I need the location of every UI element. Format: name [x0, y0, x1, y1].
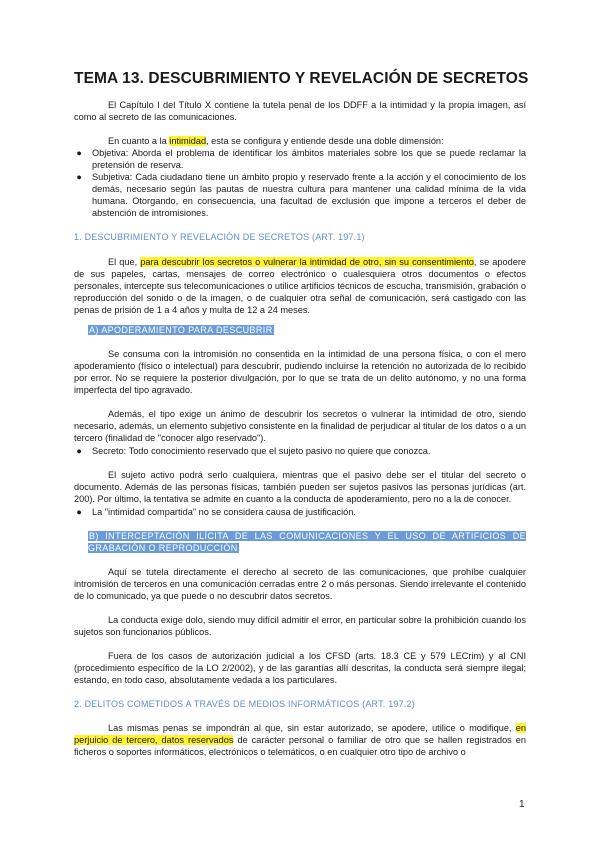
intro-paragraph: El Capítulo I del Título X contiene la tutela penal de los DDFF a la intimidad y la propia imagen, así como al secreto de las comunicaciones. — [74, 100, 526, 123]
page-title: TEMA 13. DESCUBRIMIENTO Y REVELACIÓN DE SECRETOS — [74, 70, 529, 87]
highlight-intimidad: intimidad — [169, 136, 207, 146]
dimension-paragraph: En cuanto a la intimidad, esta se configura y entiende desde una doble dimensión: — [108, 136, 444, 146]
art-197-1-paragraph: El que, para descubrir los secretos o vulnerar la intimidad de otro, sin su consentimiento, se apodere de sus papeles, cartas, mensajes de correo electrónico o cualesquiera otros documentos o efectos personales, intercepte sus telecomunicaciones o utilice artificios técnicos de escucha, transmisión, grabación o reproducción del sonido o de la imagen, o de cualquier otra señal de comunicación, será castigado con las penas de prisión de 1 a 4 años y multa de 12 a 24 meses. — [74, 257, 527, 316]
paragraph-b1: Aquí se tutela directamente el derecho al secreto de las comunicaciones, que prohíbe cualquier intromisión de terceros en una comunicación cerradas entre 2 o más personas. Siendo irrelevante el contenido de lo comunicado, ya que puede o no descubrir datos secretos. — [74, 567, 526, 602]
paragraph-b2: La conducta exige dolo, siendo muy difícil admitir el error, en particular sobre la prohibición cuando los sujetos son funcionarios públicos. — [74, 615, 526, 638]
subheading-a: A) APODERAMIENTO PARA DESCUBRIR — [89, 325, 273, 335]
paragraph-a1: Se consuma con la intromisión no consentida en la intimidad de una persona física, o con el mero apoderamiento (físico o intelectual) para descubrir, pudiendo incluirse la retención no autorizada de lo recibido por error. No se requiere la posterior divulgación, por lo que se trata de un delito autónomo, y no una forma imperfecta del tipo agravado. — [74, 349, 526, 396]
art-197-2-paragraph: Las mismas penas se impondrán al que, sin estar autorizado, se apodere, utilice o modifique, en perjuicio de tercero, datos reservados de carácter personal o familiar de otro que se hallen registrados en ficheros o soportes informáticos, electrónicos o telemáticos, o en cualquier otro tipo de archivo o — [74, 723, 526, 758]
section-heading-2: 2. DELITOS COMETIDOS A TRAVÉS DE MEDIOS INFORMÁTICOS (ART. 197.2) — [74, 699, 415, 709]
paragraph-a3: El sujeto activo podrá serlo cualquiera, mientras que el pasivo debe ser el titular del secreto o documento. Además de las personas físicas, también pueden ser sujetos pasivos las personas jurídicas (art. 200). Por último, la tentativa se admite en cuanto a la conducta de apoderamiento, pero no a la de conocer. — [74, 470, 526, 505]
bullet-icon: ● — [76, 507, 82, 517]
list-item: ● La "intimidad compartida" no se considera causa de justificación. — [92, 506, 526, 518]
page-number: 1 — [519, 799, 525, 810]
subheading-b: B) INTERCEPTACIÓN ILÍCITA DE LAS COMUNICACIONES Y EL USO DE ARTIFICIOS DE GRABACIÓN O REPRODUCCIÓN — [88, 531, 526, 554]
list-item: ● Objetiva: Aborda el problema de identificar los ámbitos materiales sobre los que se puede reclamar la pretensión de reserva. — [92, 147, 526, 171]
list-item: ● Secreto: Todo conocimiento reservado que el sujeto pasivo no quiere que conozca. — [92, 445, 526, 457]
paragraph-a2: Además, el tipo exige un ánimo de descubrir los secretos o vulnerar la intimidad de otro, siendo necesario, además, un elemento subjetivo consistente en la finalidad de perjudicar al titular de los datos o a un tercero (finalidad de "conocer algo reservado"). — [74, 409, 526, 444]
bullet-icon: ● — [76, 148, 82, 158]
section-heading-1: 1. DESCUBRIMIENTO Y REVELACIÓN DE SECRETOS (ART. 197.1) — [74, 232, 365, 242]
paragraph-b3: Fuera de los casos de autorización judicial a los CFSD (arts. 18.3 CE y 579 LECrim) y al CNI (procedimiento específico de la LO 2/2002), y de las garantías allí descritas, la conducta será siempre ilegal; estando, en todo caso, absolutamente vedada a los particulares. — [74, 651, 526, 686]
highlight-descubrir: para descubrir los secretos o vulnerar la intimidad de otro, sin su consentimiento — [140, 257, 474, 267]
list-item: ● Subjetiva: Cada ciudadano tiene un ámbito propio y reservado frente a la acción y el conocimiento de los demás, necesario según las pautas de nuestra cultura para mantener una calidad mínima de la vida humana. Otorgando, en consecuencia, una facultad de exclusión que impone a terceros el deber de abstención de intromisiones. — [92, 171, 526, 219]
bullet-icon: ● — [76, 172, 82, 182]
highlight-perjuicio: en perjuicio de tercero, datos reservados — [74, 723, 526, 746]
bullet-icon: ● — [76, 446, 82, 456]
